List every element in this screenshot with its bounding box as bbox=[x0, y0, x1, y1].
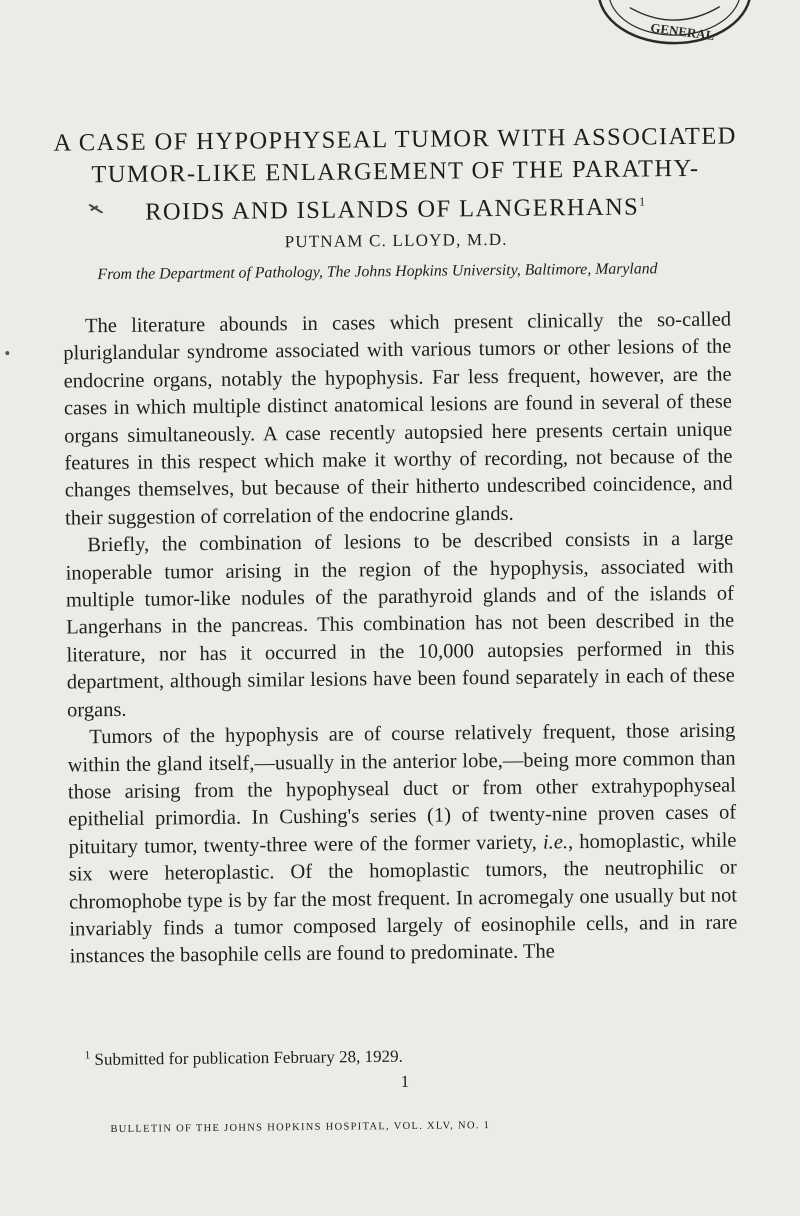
margin-mark bbox=[5, 351, 9, 355]
title-line: TUMOR-LIKE ENLARGEMENT OF THE PARATHY- bbox=[91, 154, 700, 189]
paragraph-text: Tumors of the hypophysis are of course relatively frequent, those arising within the gland itself,—usually in the anterior lobe,—being more common than those arising from the hypophyseal duct or from other extrahypophyseal epithelial primordia. In Cushing's series (1) of twenty-nine proven cases of pituitary tumor, twenty-three were of the former variety, bbox=[67, 719, 737, 859]
footnote-marker: 1 bbox=[84, 1049, 91, 1062]
paragraph: Briefly, the combination of lesions to be described consists in a large inoperable tumor arising in the region of the hypophysis, associated with multiple tumor-like nodules of the parathyroid glands and of the islands of Langerhans in the pancreas. This combination has not been described in the literature, nor has it occurred in the 10,000 autopsies performed in this department, although similar lesions have been found separately in each of these organs. bbox=[65, 527, 735, 722]
title-footnote-marker: 1 bbox=[638, 194, 647, 209]
footnote bbox=[85, 1046, 403, 1070]
article-title bbox=[35, 120, 756, 230]
title-line-text: ROIDS AND ISLANDS OF LANGERHANS bbox=[145, 193, 640, 226]
title-line bbox=[36, 184, 756, 230]
article-body bbox=[63, 307, 738, 972]
paragraph-text: , homoplastic, while six were heteroplastic. Of the homoplastic tumors, the neutrophilic or chromophobe type is by far the most frequent. In acromegaly one usually but not invariably finds a tumor composed largely of eosinophile cells, and in rare instances the basophile cells are found to predominate. The bbox=[68, 829, 738, 968]
running-footer: BULLETIN OF THE JOHNS HOPKINS HOSPITAL, VOL. XLV, NO. 1 bbox=[110, 1120, 491, 1136]
latin-abbreviation: i.e. bbox=[542, 830, 569, 854]
page-number: 1 bbox=[400, 1071, 410, 1092]
footnote-text: Submitted for publication February 28, 1929. bbox=[94, 1046, 403, 1069]
library-stamp bbox=[589, 0, 760, 50]
author-byline: PUTNAM C. LLOYD, M.D. bbox=[284, 229, 508, 252]
paragraph bbox=[67, 718, 738, 972]
title-line: A CASE OF HYPOPHYSEAL TUMOR WITH ASSOCIATED bbox=[53, 122, 737, 157]
stamp-text: GENERAL bbox=[649, 19, 716, 44]
paragraph: The literature abounds in cases which present clinically the so-called pluriglandular syndrome associated with various tumors or other lesions of the endocrine organs, notably the hypophysis. Far less frequent, however, are the cases in which multiple distinct anatomical lesions are found in several of these organs simultaneously. A case recently autopsied here presents certain unique features in this respect which make it worthy of recording, not because of the changes themselves, but because of their hitherto undescribed coincidence, and their suggestion of correlation of the endocrine glands. bbox=[63, 308, 733, 530]
affiliation: From the Department of Pathology, The Johns Hopkins University, Baltimore, Maryland bbox=[97, 260, 658, 284]
